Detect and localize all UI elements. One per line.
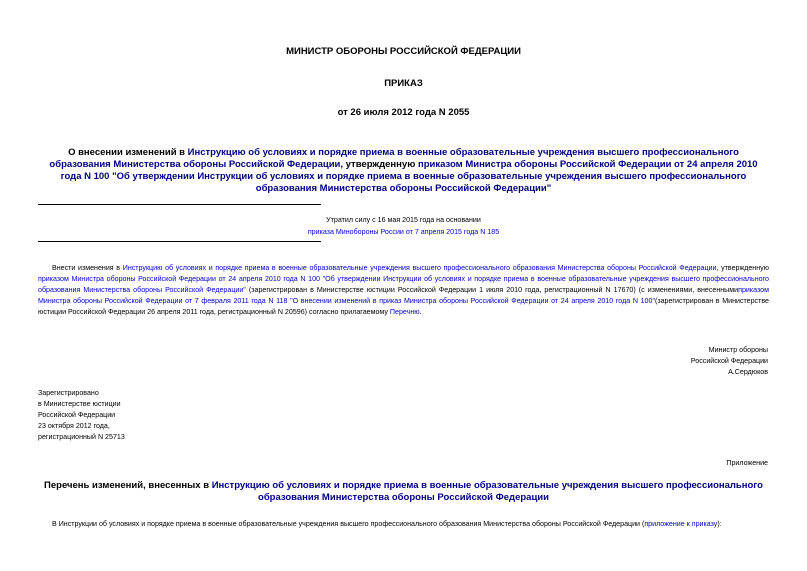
appendix-title: [40, 480, 767, 504]
body-paragraph: [38, 263, 769, 318]
body-text-3: (зарегистрирован в Министерстве юстиции Российской Федерации 1 июля 2010 года, регистрационный N 17670) (с изменениями, внесенными: [245, 286, 739, 294]
body-link-instruction[interactable]: Инструкцию об условиях и порядке приема в военные образовательные учреждения высшего профессионального образования Министерства обороны Российской Федерации: [122, 264, 717, 272]
signature-line-2: Российской Федерации: [690, 357, 768, 365]
doc-type: ПРИКАЗ: [384, 78, 423, 89]
body-link-order-118[interactable]: приказом Министра обороны Российской Федерации от 7 февраля 2011 года N 118 "О внесении изменений в приказ Министра обороны Российской Федерации от 24 апреля 2010 года N 100": [38, 286, 769, 305]
title-text-1: О внесении изменений в: [68, 147, 188, 158]
appendix-paragraph: [38, 519, 769, 530]
body-text-2: , утвержденную: [716, 264, 769, 272]
status-link[interactable]: приказа Минобороны России от 7 апреля 2015 года N 185: [307, 228, 500, 236]
signature-block: [691, 345, 768, 378]
registration-line-2: в Министерстве юстиции: [38, 400, 121, 408]
body-link-order-100[interactable]: приказом Министра обороны Российской Федерации от 24 апреля 2010 года N 100 "Об утверждении Инструкции об условиях и порядке приема в военные образовательные учреждения высшего профессионального образования Министерства обороны Российской Федерации": [38, 275, 769, 294]
registration-line-1: Зарегистрировано: [38, 389, 99, 397]
ministry-header: МИНИСТР ОБОРОНЫ РОССИЙСКОЙ ФЕДЕРАЦИИ: [286, 46, 521, 57]
body-text-4: (зарегистрирован в Министерстве юстиции Российской Федерации 26 апреля 2011 года, регистрационный N 20596) согласно прилагаемому: [38, 297, 769, 316]
appendix-para-text-2: ):: [717, 520, 722, 528]
title-text-2: , утвержденную: [340, 159, 418, 170]
registration-line-4: 23 октября 2012 года,: [38, 422, 110, 430]
title-link-instruction[interactable]: Инструкцию об условиях и порядке приема в военные образовательные учреждения высшего профессионального образования Министерства обороны Российской Федерации: [49, 147, 739, 170]
body-link-list[interactable]: Перечню: [389, 308, 420, 316]
registration-line-3: Российской Федерации: [38, 411, 116, 419]
appendix-title-link[interactable]: Инструкцию об условиях и порядке приема в военные образовательные учреждения высшего профессионального образования Министерства обороны Российской Федерации: [211, 480, 763, 503]
body-text-5: .: [419, 308, 422, 316]
appendix-para-link[interactable]: приложение к приказу: [644, 520, 718, 528]
doc-date-number: от 26 июля 2012 года N 2055: [337, 107, 470, 118]
appendix-para-text-1: В Инструкции об условиях и порядке приема в военные образовательные учреждения высшего профессионального образования Министерства обороны Российской Федерации (: [52, 520, 645, 528]
appendix-title-text: Перечень изменений, внесенных в: [44, 480, 212, 491]
signature-line-1: Министр обороны: [708, 346, 768, 354]
status-text: Утратил силу с 16 мая 2015 года на основании: [326, 216, 481, 224]
registration-block: [38, 388, 125, 443]
title-link-order[interactable]: приказом Министра обороны Российской Федерации от 24 апреля 2010 года N 100 "Об утверждении Инструкции об условиях и порядке приема в военные образовательные учреждения высшего профессионального образования Министерства обороны Российской Федерации": [60, 159, 758, 194]
divider-top: [38, 204, 321, 205]
body-text-1: Внести изменения в: [52, 264, 123, 272]
document-title: [40, 147, 767, 195]
divider-bottom: [38, 241, 321, 242]
registration-line-5: регистрационный N 25713: [38, 433, 125, 441]
signature-line-3: А.Сердюков: [728, 368, 768, 376]
appendix-label: Приложение: [726, 459, 768, 467]
